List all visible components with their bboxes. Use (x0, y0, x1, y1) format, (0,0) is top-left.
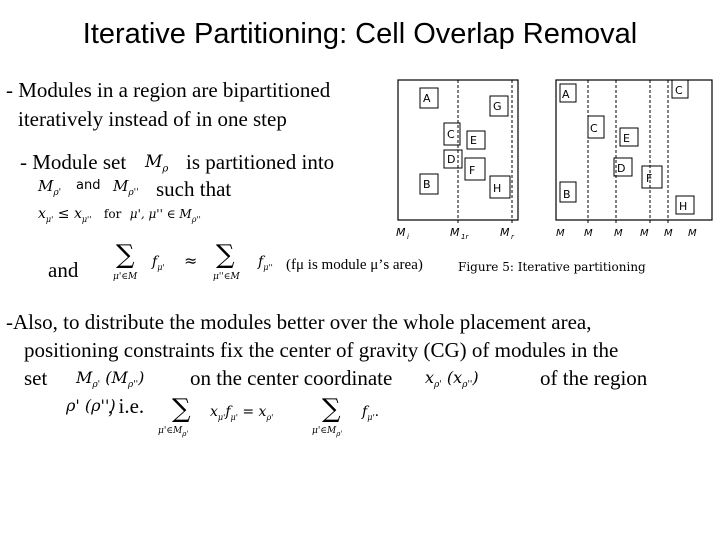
para-line-2: positioning constraints fix the center of gravity (CG) of modules in the (24, 338, 619, 362)
svg-text:M: M (664, 228, 673, 239)
math-inequality: $x_{\mu'} \le x_{\mu''}$ for μ', μ'' ∈ $M_{\rho''}$ (38, 206, 201, 224)
math-and: and (76, 178, 101, 193)
svg-text:E: E (470, 134, 477, 147)
svg-text:H: H (679, 200, 688, 213)
math-module-set: $M_\rho$ (145, 152, 169, 175)
svg-text:D: D (617, 162, 626, 175)
svg-text:M: M (584, 228, 593, 239)
cg-sum-subscript-2: $\mu'\in M_{\rho'}$ (312, 426, 343, 438)
bullet-2-part-2: is partitioned into (186, 150, 335, 174)
svg-text:A: A (562, 88, 570, 101)
sum-symbol-1: ∑ (116, 240, 135, 270)
math-center-coord: $x_{\rho'}$ $(x_{\rho''})$ (425, 368, 479, 391)
sum-symbol-2: ∑ (216, 240, 235, 270)
bullet-2-part-1: - Module set (20, 150, 127, 174)
svg-text:F: F (469, 164, 476, 177)
svg-text:M: M (450, 226, 460, 239)
page-title: Iterative Partitioning: Cell Overlap Removal (82, 18, 638, 50)
svg-text:C: C (675, 84, 683, 97)
svg-text:G: G (493, 100, 502, 113)
partitioning-figure (392, 76, 716, 276)
math-subset-2: $M_{\rho''}$ (113, 177, 139, 198)
bullet-1-line-1: - Modules in a region are bipartitioned (6, 78, 331, 102)
cg-sum-symbol-1: ∑ (172, 394, 191, 424)
svg-text:C: C (447, 128, 455, 141)
svg-text:E: E (623, 132, 630, 145)
math-subset-1: $M_{\rho'}$ (38, 177, 62, 198)
svg-text:B: B (563, 188, 571, 201)
math-module-set-cg: $M_{\rho'}$ $(M_{\rho''})$ (76, 368, 145, 391)
cg-sum-symbol-2: ∑ (322, 394, 341, 424)
math-region: ρ' (ρ'') (66, 396, 116, 415)
sum-term-1: $f_{\mu'}$ (152, 254, 165, 272)
bullet-1-line-2: iteratively instead of in one step (18, 107, 287, 131)
approx-sign: ≈ (184, 251, 198, 270)
bullet-2-part-3: such that (156, 177, 232, 201)
figure-svg (392, 76, 716, 276)
para-line-1: -Also, to distribute the modules better over the whole placement area, (6, 310, 592, 334)
cg-sum-subscript-1: $\mu'\in M_{\rho'}$ (158, 426, 189, 438)
fig-left-A: A (423, 92, 431, 105)
sum-term-2: $f_{\mu''}$ (258, 254, 273, 272)
sum-subscript-1: μ'∈M (113, 272, 138, 282)
sum-subscript-2: μ''∈M (213, 272, 240, 282)
svg-text:M: M (396, 226, 406, 239)
figure-caption: Figure 5: Iterative partitioning (458, 260, 646, 274)
svg-text:i: i (407, 233, 409, 241)
svg-text:C: C (590, 122, 598, 135)
svg-text:1r: 1r (461, 233, 469, 241)
svg-text:F: F (646, 172, 653, 185)
svg-text:D: D (447, 153, 456, 166)
svg-text:H: H (493, 182, 502, 195)
para-line-4-ie: , i.e. (108, 394, 145, 418)
para-line-3a: set (24, 366, 48, 390)
svg-text:M: M (614, 228, 623, 239)
svg-text:M: M (556, 228, 565, 239)
svg-text:B: B (423, 178, 431, 191)
svg-text:M: M (640, 228, 649, 239)
cg-equation-left: $x_{\mu'}f_{\mu'} = x_{\rho'}$ (210, 404, 274, 422)
cg-equation-right: $f_{\mu'}$. (362, 404, 380, 422)
area-note: (fμ is module μ’s area) (286, 257, 423, 273)
svg-text:M: M (500, 226, 510, 239)
svg-text:M: M (688, 228, 697, 239)
and-word: and (48, 258, 79, 282)
para-line-3b: on the center coordinate (190, 366, 393, 390)
para-line-3c: of the region (540, 366, 648, 390)
svg-text:r: r (511, 233, 514, 241)
